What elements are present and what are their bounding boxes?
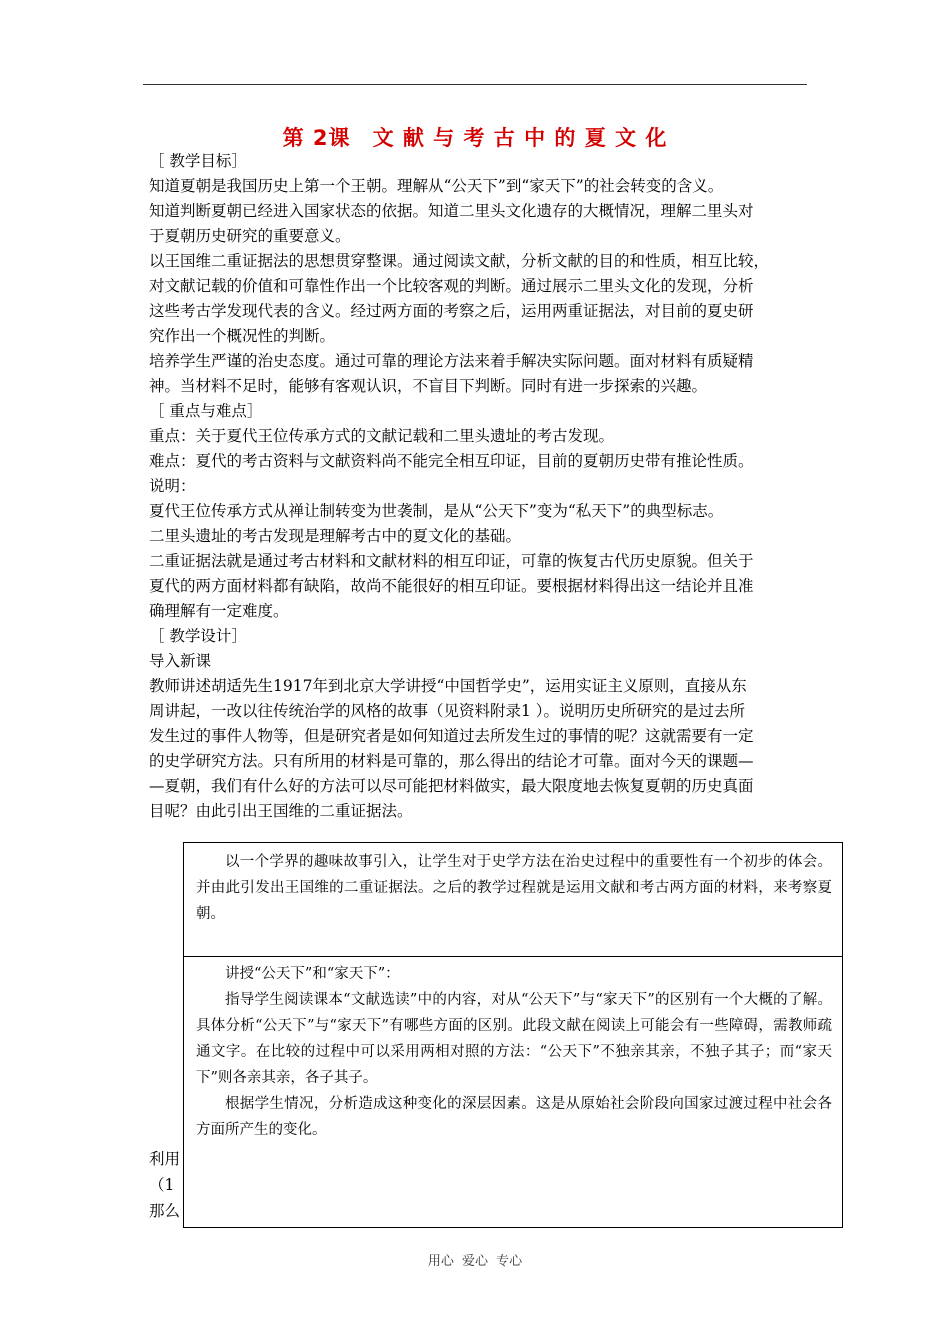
header-rule [143, 84, 807, 85]
text-line: 二重证据法就是通过考古材料和文献材料的相互印证，可靠的恢复古代历史原貌。但关于 [149, 552, 754, 570]
cell-paragraph: 指导学生阅读课本“文献选读”中的内容，对从“公天下”与“家天下”的区别有一个大概的了解。具体分析“公天下”与“家天下”有哪些方面的区别。此段文献在阅读上可能会有一些障碍，需教师疏通文字。在比较的过程中可以采用两相对照的方法：“公天下”不独亲其亲，不独子其子；而“家天下”则各亲其亲，各子其子。 [196, 992, 832, 1086]
text-line: ［ 教学目标］ [149, 152, 247, 170]
text-line: 确理解有一定难度。 [149, 602, 289, 620]
text-line: —夏朝，我们有什么好的方法可以尽可能把材料做实，最大限度地去恢复夏朝的历史真面 [149, 777, 754, 795]
text-line: 以王国维二重证据法的思想贯穿整课。通过阅读文献，分析文献的目的和性质，相互比较， [149, 252, 770, 270]
cell-paragraph: 根据学生情况，分析造成这种变化的深层因素。这是从原始社会阶段向国家过渡过程中社会各方面所产生的变化。 [196, 1096, 832, 1138]
text-line: 目呢？由此引出王国维的二重证据法。 [149, 802, 413, 820]
page-title [148, 122, 802, 152]
text-line: 重点：关于夏代王位传承方式的文献记载和二里头遗址的考古发现。 [149, 427, 615, 445]
lesson-topic: 文 献 与 考 古 中 的 夏 文 化 [372, 126, 668, 150]
text-line: 这些考古学发现代表的含义。经过两方面的考察之后，运用两重证据法，对目前的夏史研 [149, 302, 754, 320]
text-line: 发生过的事件人物等，但是研究者是如何知道过去所发生过的事情的呢？这就需要有一定 [149, 727, 754, 745]
text-line: 培养学生严谨的治史态度。通过可靠的理论方法来着手解决实际问题。面对材料有质疑精 [149, 352, 754, 370]
body-text [149, 149, 809, 824]
text-line: 知道夏朝是我国历史上第一个王朝。理解从“公天下”到“家天下”的社会转变的含义。 [149, 177, 724, 195]
text-line: 夏代的两方面材料都有缺陷，故尚不能很好的相互印证。要根据材料得出这一结论并且准 [149, 577, 754, 595]
text-line: 教师讲述胡适先生1917年到北京大学讲授“中国哲学史”，运用实证主义原则，直接从东 [149, 677, 747, 695]
margin-fragment: 利用 [149, 1150, 181, 1168]
text-line: 周讲起，一改以往传统治学的风格的故事（见资料附录1 ）。说明历史所研究的是过去所 [149, 702, 746, 720]
table-cell-intro [196, 849, 832, 927]
text-line: 于夏朝历史研究的重要意义。 [149, 227, 351, 245]
text-line: 说明： [149, 477, 196, 495]
margin-fragment: （1 [149, 1176, 175, 1194]
page-footer: 用心 爱心 专心 [427, 1254, 523, 1269]
margin-fragment: 那么 [149, 1202, 181, 1220]
table-cell-lecture [196, 961, 832, 1143]
cell-paragraph: 以一个学界的趣味故事引入，让学生对于史学方法在治史过程中的重要性有一个初步的体会。并由此引发出王国维的二重证据法。之后的教学过程就是运用文献和考古两方面的材料，来考察夏朝。 [196, 854, 832, 922]
text-line: ［ 教学设计］ [149, 627, 247, 645]
text-line: 二里头遗址的考古发现是理解考古中的夏文化的基础。 [149, 527, 522, 545]
text-line: 对文献记载的价值和可靠性作出一个比较客观的判断。通过展示二里头文化的发现，分析 [149, 277, 754, 295]
text-line: 夏代王位传承方式从禅让制转变为世袭制，是从“公天下”变为“私天下”的典型标志。 [149, 502, 724, 520]
text-line: 的史学研究方法。只有所用的材料是可靠的，那么得出的结论才可靠。面对今天的课题— [149, 752, 754, 770]
table-row-divider [184, 956, 842, 957]
margin-fragments [149, 1146, 180, 1224]
text-line: 知道判断夏朝已经进入国家状态的依据。知道二里头文化遗存的大概情况，理解二里头对 [149, 202, 754, 220]
text-line: 难点：夏代的考古资料与文献资料尚不能完全相互印证，目前的夏朝历史带有推论性质。 [149, 452, 754, 470]
cell-paragraph: 讲授“公天下”和“家天下”： [225, 966, 400, 982]
notes-table [183, 842, 843, 1228]
text-line: 神。当材料不足时，能够有客观认识，不盲目下判断。同时有进一步探索的兴趣。 [149, 377, 708, 395]
text-line: ［ 重点与难点］ [149, 402, 263, 420]
text-line: 究作出一个概况性的判断。 [149, 327, 336, 345]
lesson-number: 第 2课 [282, 126, 351, 150]
text-line: 导入新课 [149, 652, 212, 670]
